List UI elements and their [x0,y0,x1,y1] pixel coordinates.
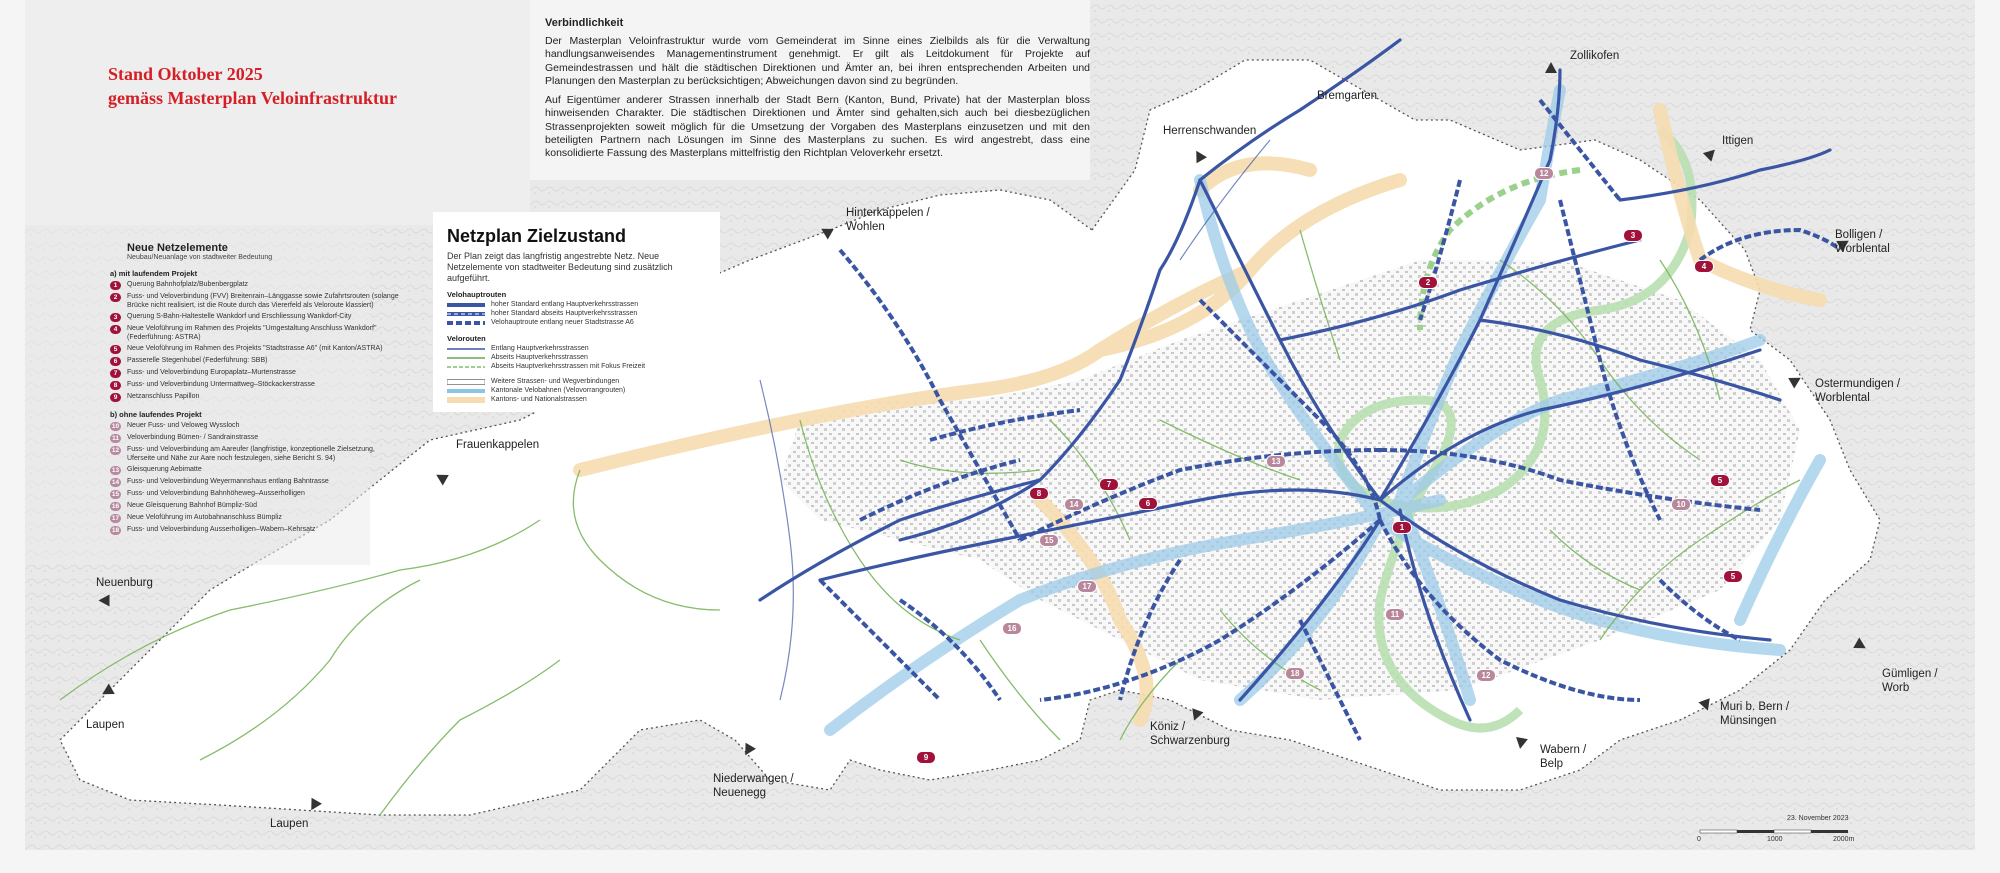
legend-section-routes: Velorouten [447,334,486,343]
new-element-text: Neue Gleisquerung Bahnhof Bümpliz-Süd [127,502,257,509]
marker-badge: 1 [1392,521,1412,534]
new-element-item [110,514,400,523]
number-badge: 9 [110,393,121,402]
new-element-item [110,422,400,431]
legend-swatch [447,320,485,326]
number-badge: 15 [111,491,120,498]
place-label: Hinterkappelen / Wohlen [846,207,930,233]
place-label: Frauenkappelen [456,439,540,451]
number-badge: 3 [110,313,121,322]
binding-text-block [545,17,1090,161]
number-badge: 7 [110,369,121,378]
title-line-1: Stand Oktober 2025 [108,64,263,84]
new-element-text: Netzanschluss Papillon [127,393,200,400]
new-element-text: Fuss- und Veloverbindung Untermattweg–Stöckackerstrasse [127,381,315,388]
new-element-text: Neuer Fuss- und Veloweg Wyssloch [127,422,240,429]
new-element-text: Neue Veloführung im Rahmen des Projekts "Stadtstrasse A6" (mit Kanton/ASTRA) [127,345,383,352]
number-badge: 13 [111,467,120,474]
place-label: Laupen [86,719,125,731]
legend-label: Entlang Hauptverkehrsstrassen [491,345,589,352]
number-badge: 12 [111,447,120,454]
legend-label: hoher Standard abseits Hauptverkehrsstrassen [491,310,638,317]
new-element-item [110,357,400,366]
new-elements-subtitle: Neubau/Neuanlage von stadtweiter Bedeutung [127,254,273,261]
legend-row [447,353,706,362]
number-badge: 2 [110,293,121,302]
place-label: Köniz / Schwarzenburg [1150,721,1230,747]
legend-swatch [447,379,485,385]
place-label: Niederwangen / Neuenegg [713,773,794,799]
binding-title: Verbindlichkeit [545,17,624,29]
legend-swatch [447,397,485,403]
new-element-item [110,393,400,402]
place-label: Ostermundigen / Worblental [1815,378,1901,404]
new-element-text: Neue Veloführung im Rahmen des Projekts "Umgestaltung Anschluss Wankdorf" (Federführung: ASTRA) [127,325,377,341]
number-badge: 4 [110,325,121,334]
title-line-2: gemäss Masterplan Veloinfrastruktur [108,88,397,108]
legend-label: Kantons- und Nationalstrassen [491,396,587,403]
marker-badge: 15 [1039,534,1059,547]
legend-row [447,386,706,395]
legend-swatch [447,355,485,361]
marker-badge: 14 [1064,498,1084,511]
legend-swatch [447,311,485,317]
number-badge: 1 [110,281,121,290]
marker-badge: 7 [1099,478,1119,491]
new-element-item [110,281,400,290]
legend-swatch [447,346,485,352]
new-element-item [110,434,400,443]
new-element-item [110,526,400,535]
marker-badge: 5 [1710,474,1730,487]
marker-badge: 11 [1385,608,1405,621]
new-element-item [110,466,400,475]
place-label: Wabern / Belp [1540,744,1587,770]
new-element-item [110,381,400,390]
number-badge: 17 [111,515,120,522]
new-element-text: Fuss- und Veloverbindung Bahnhöheweg–Ausserholligen [127,490,305,497]
marker-badge: 18 [1285,667,1305,680]
place-label: Neuenburg [96,577,153,589]
number-badge: 8 [110,381,121,390]
legend-row [447,377,706,386]
marker-badge: 8 [1029,487,1049,500]
legend-label: hoher Standard entlang Hauptverkehrsstrassen [491,301,639,308]
marker-badge: 16 [1002,622,1022,635]
new-element-item [110,293,400,310]
scale-label: 2000m [1833,836,1855,843]
binding-paragraph-2: Auf Eigentümer anderer Strassen innerhalb der Stadt Bern (Kanton, Bund, Private) hat der Masterplan bloss hinweisenden Charakter. Die städtischen Direktionen und Ämter sind gehalten,sich auch bei diesbezüglichen Strassenprojekten soweit möglich für die Umsetzung der Vorgaben des Masterplans einzusetzen und mit den beteiligten Partnern nach Lösungen im Sinne des Masterplans zu suchen. Es wird angestrebt, dass eine konsolidierte Fassung des Masterplans mittelfristig den Richtplan Veloverkehr ersetzt. [545,94,1090,160]
new-element-item [110,490,400,499]
place-label: Bolligen / Worblental [1835,229,1890,255]
new-element-text: Veloverbindung Bümen- / Sandrainstrasse [127,434,259,441]
place-label: Zollikofen [1570,50,1620,62]
new-element-item [110,369,400,378]
new-element-text: Passerelle Stegenhubel (Federführung: SBB) [127,357,268,364]
new-element-item [110,325,400,342]
new-element-item [110,313,400,322]
legend-description: Der Plan zeigt das langfristig angestrebte Netz. Neue Netzelemente von stadtweiter Bedeutung sind zusätzlich aufgeführt. [447,251,673,283]
place-label: Herrenschwanden [1163,125,1257,137]
legend-section-main: Velohauptrouten [447,290,507,299]
place-label: Ittigen [1722,135,1754,147]
legend-row [447,362,706,371]
marker-badge: 3 [1623,229,1643,242]
marker-badge: 12 [1534,167,1554,180]
new-element-text: Neue Veloführung im Autobahnanschluss Bümpliz [127,514,282,521]
legend-swatch [447,364,485,370]
new-element-text: Fuss- und Veloverbindung Europaplatz–Murtenstrasse [127,369,296,376]
plan-date: 23. November 2023 [1787,815,1849,822]
number-badge: 5 [110,345,121,354]
group-b-heading: b) ohne laufendes Projekt [110,410,202,419]
new-element-text: Fuss- und Veloverbindung am Aareufer (langfristige, konzeptionelle Zielsetzung, Uferseite und Nähe zur Aare noch festzulegen, siehe Bericht S. 94) [127,446,375,462]
new-elements-list [110,242,400,538]
new-elements-title: Neue Netzelemente [127,242,228,254]
legend-row [447,395,706,404]
legend-row [447,300,706,309]
marker-badge: 6 [1138,497,1158,510]
legend-swatch [447,302,485,308]
poster-title [108,62,397,110]
legend-label: Kantonale Velobahnen (Velovorrangrouten) [491,387,626,394]
new-element-text: Gleisquerung Aebimatte [127,466,202,473]
new-element-text: Querung S-Bahn-Haltestelle Wankdorf und Erschliessung Wankdorf-City [127,313,352,320]
number-badge: 14 [111,479,120,486]
new-element-item [110,446,400,463]
legend-row [447,344,706,353]
legend-swatch [447,388,485,394]
place-label: Gümligen / Worb [1882,668,1938,694]
new-element-item [110,478,400,487]
legend-label: Weitere Strassen- und Wegverbindungen [491,378,620,385]
marker-badge: 9 [916,751,936,764]
number-badge: 6 [110,357,121,366]
legend-title: Netzplan Zielzustand [447,226,627,246]
marker-badge: 4 [1694,260,1714,273]
legend-row [447,318,706,327]
new-element-text: Querung Bahnhofplatz/Bubenbergplatz [127,281,249,288]
new-element-text: Fuss- und Veloverbindung Weyermannshaus entlang Bahntrasse [127,478,329,485]
direction-arrow-icon [1545,62,1557,73]
binding-paragraph-1: Der Masterplan Veloinfrastruktur wurde vom Gemeinderat im Sinne eines Zielbilds als für die Verwaltung handlungsanweisendes Managementinstrument genehmigt. Er gilt als Leitdokument für Projekte auf Gemeindestrassen und hält die städtischen Direktionen und Ämter an, bei ihren entsprechenden Arbeiten und Planungen den Masterplan zu berücksichtigen; Abweichungen davon sind zu begründen. [545,35,1090,87]
new-element-item [110,345,400,354]
place-label: Muri b. Bern / Münsingen [1720,701,1790,727]
direction-arrow-icon [99,595,110,607]
network-legend [433,212,720,412]
number-badge: 16 [111,503,120,510]
legend-label: Abseits Hauptverkehrsstrassen [491,354,588,361]
marker-badge: 10 [1671,498,1691,511]
place-label: Bremgarten [1317,90,1378,102]
new-element-text: Fuss- und Veloverbindung Ausserholligen–Wabern–Kehrsatz [127,526,316,533]
marker-badge: 12 [1476,669,1496,682]
new-element-text: Fuss- und Veloverbindung (FVV) Breitenrain–Länggasse sowie Zufahrtsrouten (solange Brücke nicht realisiert, ist die Route durch das Viererfeld als Veloroute klassiert) [127,293,399,309]
group-a-heading: a) mit laufendem Projekt [110,269,198,278]
legend-row [447,309,706,318]
direction-arrow-icon [1514,737,1528,750]
number-badge: 18 [111,527,120,534]
legend-label: Abseits Hauptverkehrsstrassen mit Fokus Freizeit [491,363,646,370]
number-badge: 11 [110,434,121,443]
marker-badge: 2 [1418,276,1438,289]
number-badge: 10 [111,423,120,430]
marker-badge: 5 [1723,570,1743,583]
scale-label: 1000 [1767,836,1783,843]
marker-badge: 13 [1266,455,1286,468]
scale-bar [1700,830,1848,833]
new-element-item [110,502,400,511]
place-label: Laupen [270,818,309,830]
scale-label: 0 [1697,836,1701,843]
marker-badge: 17 [1077,580,1097,593]
legend-label: Velohauptroute entlang neuer Stadtstrasse A6 [491,319,634,326]
